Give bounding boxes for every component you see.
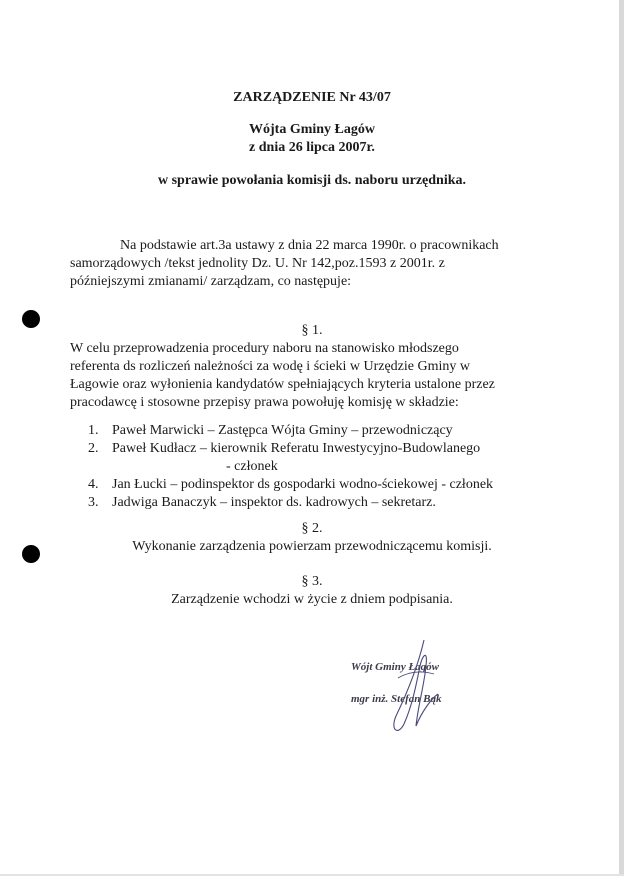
list-item: [88, 422, 588, 440]
preamble: [70, 237, 540, 291]
stamp-name: mgr inż. Stefan Bąk: [351, 693, 442, 705]
list-number: 3.: [88, 495, 99, 510]
section-1-line: W celu przeprowadzenia procedury naboru na stanowisko młodszego: [70, 341, 459, 356]
section-1-line: pracodawcę i stosowne przepisy prawa powołuję komisję w składzie:: [70, 395, 459, 410]
stamp-title: Wójt Gminy Łagów: [351, 661, 440, 673]
section-3-text: Zarządzenie wchodzi w życie z dniem podpisania.: [171, 592, 453, 607]
document-date: z dnia 26 lipca 2007r.: [249, 140, 375, 155]
member-role: - członek: [226, 459, 278, 474]
section-2-heading: § 2.: [301, 521, 323, 536]
section-1-line: referenta ds rozliczeń należności za wodę i ścieki w Urzędzie Gminy w: [70, 359, 470, 374]
list-number: 4.: [88, 477, 99, 492]
issuer: Wójta Gminy Łagów: [249, 122, 375, 137]
section-1-heading: § 1.: [301, 323, 323, 338]
member-text: Jadwiga Banaczyk – inspektor ds. kadrowych – sekretarz.: [112, 495, 436, 510]
preamble-line: Na podstawie art.3a ustawy z dnia 22 marca 1990r. o pracownikach: [120, 238, 499, 253]
handwritten-signature-icon: [338, 636, 488, 746]
signature-stamp: [338, 636, 488, 746]
member-text: Paweł Kudłacz – kierownik Referatu Inwestycyjno-Budowlanego: [112, 441, 481, 456]
preamble-line: późniejszymi zmianami/ zarządzam, co następuje:: [70, 274, 352, 289]
document-title: ZARZĄDZENIE Nr 43/07: [233, 90, 391, 105]
list-item-continuation: [88, 458, 588, 476]
list-number: 1.: [88, 423, 99, 438]
section-3-heading: § 3.: [301, 574, 323, 589]
list-item: [88, 494, 588, 512]
list-item: [88, 476, 588, 494]
list-item: [88, 440, 588, 458]
member-text: Paweł Marwicki – Zastępca Wójta Gminy – przewodniczący: [112, 423, 453, 438]
member-text: Jan Łucki – podinspektor ds gospodarki wodno-ściekowej - członek: [112, 477, 494, 492]
section-1-text: [70, 340, 545, 412]
section-1-line: Łagowie oraz wyłonienia kandydatów spełniających kryteria ustalone przez: [70, 377, 495, 392]
committee-members-list: [88, 422, 588, 512]
preamble-line: samorządowych /tekst jednolity Dz. U. Nr 142,poz.1593 z 2001r. z: [70, 256, 445, 271]
section-2-text: Wykonanie zarządzenia powierzam przewodniczącemu komisji.: [132, 539, 492, 554]
document-subject: w sprawie powołania komisji ds. naboru urzędnika.: [157, 173, 467, 188]
list-number: 2.: [88, 441, 99, 456]
